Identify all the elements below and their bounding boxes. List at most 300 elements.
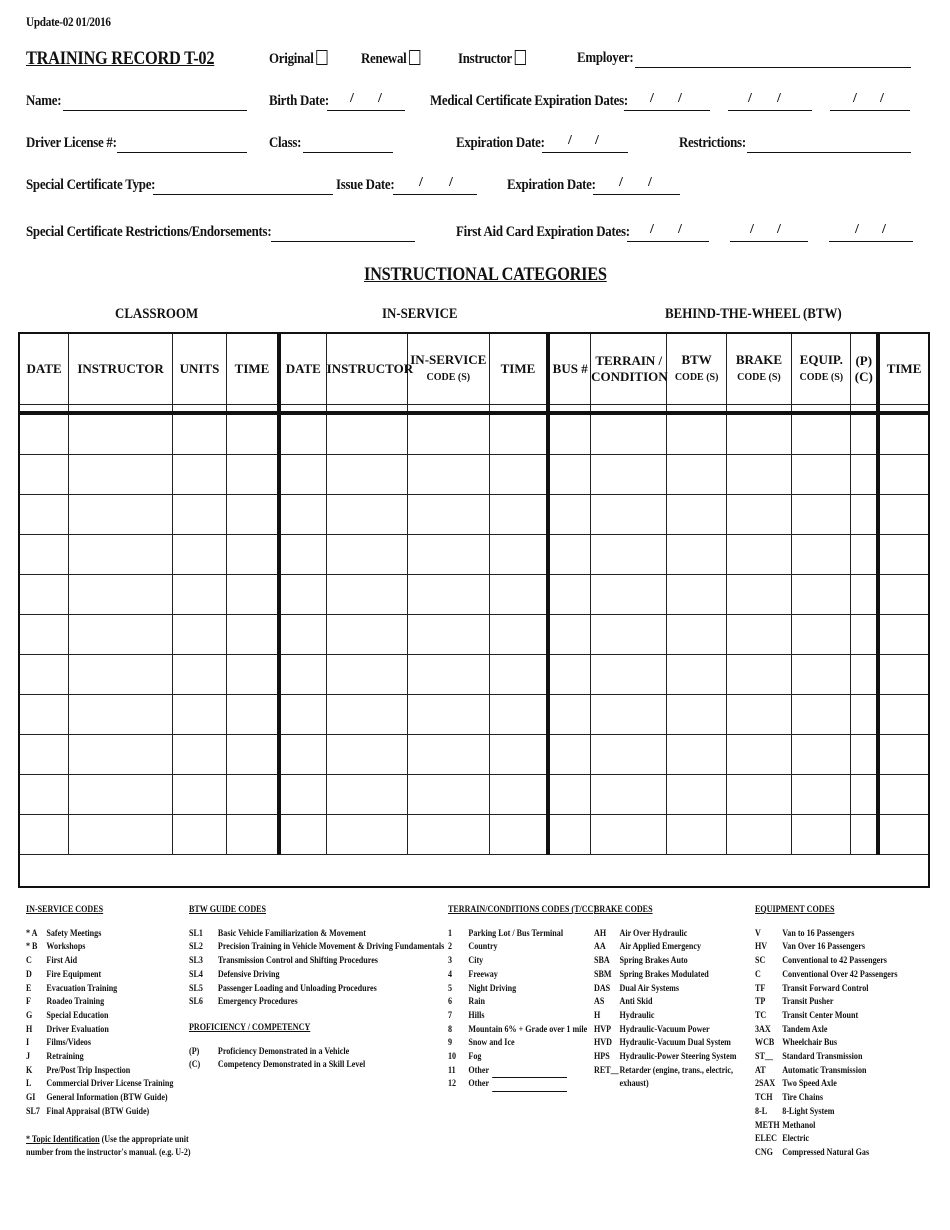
separator-cell xyxy=(591,405,667,414)
table-cell[interactable] xyxy=(172,495,226,535)
col-inservice-code xyxy=(408,334,489,405)
table-cell[interactable] xyxy=(851,495,878,535)
table-cell[interactable] xyxy=(326,495,407,535)
table-row xyxy=(20,413,929,455)
table-cell[interactable] xyxy=(172,535,226,575)
table-cell[interactable] xyxy=(326,655,407,695)
table-cell[interactable] xyxy=(69,615,173,655)
table-cell[interactable] xyxy=(878,655,928,695)
original-checkbox[interactable] xyxy=(316,50,327,65)
table-cell[interactable] xyxy=(792,413,851,455)
table-cell[interactable] xyxy=(172,455,226,495)
code-description: Defensive Driving xyxy=(217,969,280,980)
table-cell[interactable] xyxy=(20,775,69,815)
table-cell[interactable] xyxy=(20,655,69,695)
btw-codes-heading: BTW GUIDE CODES xyxy=(189,905,267,915)
table-cell[interactable] xyxy=(172,655,226,695)
slash: / xyxy=(595,133,599,148)
table-cell[interactable] xyxy=(851,655,878,695)
code-description: Spring Brakes Modulated xyxy=(619,969,709,980)
separator-cell xyxy=(489,405,548,414)
table-cell[interactable] xyxy=(172,815,226,855)
code-description: Safety Meetings xyxy=(46,928,102,939)
separator-cell xyxy=(69,405,173,414)
col-date-inservice: DATE xyxy=(279,334,326,405)
code-key: AA xyxy=(594,942,606,953)
training-record-table xyxy=(19,333,929,855)
code-description: Standard Transmission xyxy=(782,1052,863,1063)
table-cell[interactable] xyxy=(408,815,489,855)
slash: / xyxy=(750,222,754,237)
first-aid-date-3[interactable] xyxy=(829,241,913,242)
code-description: Wheelchair Bus xyxy=(782,1038,838,1049)
table-cell[interactable] xyxy=(279,775,326,815)
pc-line1: (P) xyxy=(855,353,873,368)
table-cell[interactable] xyxy=(726,455,791,495)
table-cell[interactable] xyxy=(172,575,226,615)
table-cell[interactable] xyxy=(667,815,726,855)
table-cell[interactable] xyxy=(667,455,726,495)
code-description: Films/Videos xyxy=(46,1038,91,1049)
table-cell[interactable] xyxy=(726,815,791,855)
table-cell[interactable] xyxy=(726,695,791,735)
table-cell[interactable] xyxy=(548,615,590,655)
table-cell[interactable] xyxy=(792,455,851,495)
table-cell[interactable] xyxy=(20,615,69,655)
code-entry xyxy=(448,941,596,955)
table-cell[interactable] xyxy=(408,775,489,815)
table-cell[interactable] xyxy=(726,615,791,655)
table-cell[interactable] xyxy=(591,815,667,855)
code-key: SL1 xyxy=(189,928,203,939)
other-blank-field[interactable] xyxy=(492,1091,567,1092)
table-cell[interactable] xyxy=(851,575,878,615)
code-entry xyxy=(26,1037,191,1051)
code-description: City xyxy=(468,956,484,967)
table-cell[interactable] xyxy=(489,775,548,815)
table-cell[interactable] xyxy=(408,575,489,615)
slash: / xyxy=(650,222,654,237)
table-cell[interactable] xyxy=(489,655,548,695)
table-cell[interactable] xyxy=(20,735,69,775)
expiration2-label: Expiration Date: xyxy=(507,177,596,193)
expiration-field[interactable] xyxy=(542,152,628,153)
table-cell[interactable] xyxy=(851,615,878,655)
table-cell[interactable] xyxy=(279,575,326,615)
code-key: SC xyxy=(755,956,766,967)
table-cell[interactable] xyxy=(20,535,69,575)
table-cell[interactable] xyxy=(792,615,851,655)
code-description: Other xyxy=(468,1079,490,1090)
code-entry xyxy=(594,1010,736,1024)
table-cell[interactable] xyxy=(489,575,548,615)
table-cell[interactable] xyxy=(667,495,726,535)
table-cell[interactable] xyxy=(69,815,173,855)
table-cell[interactable] xyxy=(591,735,667,775)
code-description: Spring Brakes Auto xyxy=(619,956,688,967)
table-cell[interactable] xyxy=(69,495,173,535)
code-description: Tire Chains xyxy=(782,1093,823,1104)
code-key: H xyxy=(594,1010,601,1021)
table-cell[interactable] xyxy=(408,655,489,695)
code-description: Hydraulic xyxy=(619,1010,655,1021)
table-cell[interactable] xyxy=(227,815,279,855)
birth-date-field[interactable] xyxy=(327,110,405,111)
code-key: SBM xyxy=(594,969,612,980)
table-cell[interactable] xyxy=(792,575,851,615)
table-cell[interactable] xyxy=(667,615,726,655)
code-description: Roadeo Training xyxy=(46,997,105,1008)
medical-date-2[interactable] xyxy=(728,110,812,111)
terrain-line2: CONDITION xyxy=(591,369,668,384)
table-cell[interactable] xyxy=(279,695,326,735)
table-cell[interactable] xyxy=(408,695,489,735)
table-cell[interactable] xyxy=(726,535,791,575)
equipment-codes-heading: EQUIPMENT CODES xyxy=(755,905,835,915)
table-cell[interactable] xyxy=(326,695,407,735)
code-key: AS xyxy=(594,997,605,1008)
table-cell[interactable] xyxy=(227,413,279,455)
code-entry xyxy=(594,941,736,955)
table-cell[interactable] xyxy=(408,615,489,655)
table-cell[interactable] xyxy=(548,413,590,455)
special-restrictions-field[interactable] xyxy=(271,241,415,242)
table-cell[interactable] xyxy=(69,695,173,735)
instructor-checkbox[interactable] xyxy=(515,50,526,65)
code-key: C xyxy=(26,956,32,967)
table-cell[interactable] xyxy=(792,815,851,855)
code-key: 2 xyxy=(448,942,453,953)
table-cell[interactable] xyxy=(279,615,326,655)
table-cell[interactable] xyxy=(851,535,878,575)
table-cell[interactable] xyxy=(69,775,173,815)
table-cell[interactable] xyxy=(851,735,878,775)
code-key: TF xyxy=(755,983,766,994)
code-entry xyxy=(594,1078,736,1092)
proficiency-heading: PROFICIENCY / COMPETENCY xyxy=(189,1022,311,1033)
btw-guide-codes-legend xyxy=(189,904,489,1073)
table-cell[interactable] xyxy=(726,413,791,455)
code-description: Mountain 6% + Grade over 1 mile xyxy=(468,1024,588,1035)
table-cell[interactable] xyxy=(69,735,173,775)
table-cell[interactable] xyxy=(591,413,667,455)
code-description: exhaust) xyxy=(619,1079,649,1090)
table-row xyxy=(20,695,929,735)
driver-license-label: Driver License #: xyxy=(26,135,117,151)
first-aid-date-1[interactable] xyxy=(627,241,709,242)
table-cell[interactable] xyxy=(667,413,726,455)
table-cell[interactable] xyxy=(548,775,590,815)
table-cell[interactable] xyxy=(227,575,279,615)
equip-code-line2: CODE (S) xyxy=(799,372,844,383)
table-cell[interactable] xyxy=(878,413,928,455)
btw-section-label: BEHIND-THE-WHEEL (BTW) xyxy=(665,306,842,322)
table-cell[interactable] xyxy=(279,735,326,775)
restrictions-field[interactable] xyxy=(747,152,911,153)
table-cell[interactable] xyxy=(20,495,69,535)
table-cell[interactable] xyxy=(20,695,69,735)
code-entry xyxy=(189,996,444,1010)
table-cell[interactable] xyxy=(20,413,69,455)
table-cell[interactable] xyxy=(489,735,548,775)
table-cell[interactable] xyxy=(279,815,326,855)
code-description: Transit Forward Control xyxy=(782,983,869,994)
code-description: Fog xyxy=(468,1052,482,1063)
slash: / xyxy=(777,91,781,106)
table-cell[interactable] xyxy=(726,655,791,695)
table-cell[interactable] xyxy=(489,455,548,495)
table-cell[interactable] xyxy=(726,575,791,615)
employer-field[interactable] xyxy=(635,67,911,68)
slash: / xyxy=(853,91,857,106)
col-time-classroom: TIME xyxy=(227,334,279,405)
table-cell[interactable] xyxy=(591,615,667,655)
table-cell[interactable] xyxy=(489,413,548,455)
table-cell[interactable] xyxy=(667,655,726,695)
table-cell[interactable] xyxy=(279,413,326,455)
table-cell[interactable] xyxy=(591,655,667,695)
code-entry xyxy=(448,1010,596,1024)
table-cell[interactable] xyxy=(548,575,590,615)
code-key: METH xyxy=(755,1120,780,1131)
table-cell[interactable] xyxy=(279,495,326,535)
medical-date-3[interactable] xyxy=(830,110,910,111)
table-cell[interactable] xyxy=(69,413,173,455)
code-entry xyxy=(594,1037,736,1051)
table-cell[interactable] xyxy=(667,535,726,575)
table-cell[interactable] xyxy=(878,695,928,735)
code-entry xyxy=(448,1051,596,1065)
col-bus: BUS # xyxy=(548,334,590,405)
table-cell[interactable] xyxy=(172,695,226,735)
table-cell[interactable] xyxy=(172,735,226,775)
col-equip-code xyxy=(792,334,851,405)
code-entry xyxy=(755,996,898,1010)
separator-cell xyxy=(726,405,791,414)
issue-date-field[interactable] xyxy=(393,194,477,195)
table-cell[interactable] xyxy=(591,535,667,575)
btw-code-line2: CODE (S) xyxy=(674,372,719,383)
slash: / xyxy=(378,91,382,106)
table-cell[interactable] xyxy=(591,575,667,615)
table-cell[interactable] xyxy=(20,455,69,495)
code-entry xyxy=(755,1106,898,1120)
renewal-checkbox[interactable] xyxy=(409,50,420,65)
update-label: Update-02 01/2016 xyxy=(26,14,111,29)
code-key: I xyxy=(26,1038,30,1049)
medical-date-1[interactable] xyxy=(624,110,710,111)
code-key: L xyxy=(26,1079,32,1090)
table-cell[interactable] xyxy=(489,615,548,655)
table-cell[interactable] xyxy=(326,413,407,455)
code-key: WCB xyxy=(755,1038,775,1049)
table-cell[interactable] xyxy=(878,615,928,655)
table-cell[interactable] xyxy=(69,575,173,615)
original-option[interactable] xyxy=(269,50,327,68)
table-cell[interactable] xyxy=(227,615,279,655)
table-cell[interactable] xyxy=(69,655,173,695)
table-cell[interactable] xyxy=(408,735,489,775)
table-cell[interactable] xyxy=(20,815,69,855)
table-cell[interactable] xyxy=(548,815,590,855)
table-cell[interactable] xyxy=(792,535,851,575)
table-cell[interactable] xyxy=(792,495,851,535)
instructor-option[interactable] xyxy=(458,50,526,68)
code-description: Dual Air Systems xyxy=(619,983,680,994)
driver-license-field[interactable] xyxy=(117,152,247,153)
code-key: ST__ xyxy=(755,1052,773,1063)
code-key: 10 xyxy=(448,1052,457,1063)
code-description: Methanol xyxy=(782,1120,816,1131)
table-cell[interactable] xyxy=(326,535,407,575)
class-label: Class: xyxy=(269,135,302,151)
table-cell[interactable] xyxy=(408,455,489,495)
code-description: Transit Center Mount xyxy=(782,1010,859,1021)
table-cell[interactable] xyxy=(69,455,173,495)
table-cell[interactable] xyxy=(227,455,279,495)
code-entry xyxy=(448,928,596,942)
table-cell[interactable] xyxy=(489,495,548,535)
table-cell[interactable] xyxy=(851,455,878,495)
code-key: SL2 xyxy=(189,942,203,953)
code-description: Passenger Loading and Unloading Procedures xyxy=(217,983,377,994)
special-cert-type-field[interactable] xyxy=(153,194,333,195)
table-cell[interactable] xyxy=(227,655,279,695)
renewal-option[interactable] xyxy=(361,50,420,68)
table-cell[interactable] xyxy=(878,535,928,575)
table-cell[interactable] xyxy=(548,655,590,695)
table-cell[interactable] xyxy=(878,775,928,815)
separator-cell xyxy=(878,405,928,414)
separator-cell xyxy=(279,405,326,414)
code-description: Night Driving xyxy=(468,983,517,994)
slash: / xyxy=(678,91,682,106)
col-brake-code xyxy=(726,334,791,405)
code-description: Compressed Natural Gas xyxy=(782,1147,870,1158)
table-cell[interactable] xyxy=(667,575,726,615)
table-cell[interactable] xyxy=(548,735,590,775)
code-description: Proficiency Demonstrated in a Vehicle xyxy=(217,1046,350,1057)
code-description: Electric xyxy=(782,1134,810,1145)
table-cell[interactable] xyxy=(851,695,878,735)
code-key: SL3 xyxy=(189,956,203,967)
table-cell[interactable] xyxy=(851,815,878,855)
table-cell[interactable] xyxy=(408,535,489,575)
table-cell[interactable] xyxy=(548,495,590,535)
code-entry xyxy=(448,996,596,1010)
table-cell[interactable] xyxy=(489,535,548,575)
table-cell[interactable] xyxy=(591,775,667,815)
table-cell[interactable] xyxy=(851,775,878,815)
code-description: Air Applied Emergency xyxy=(619,942,702,953)
separator-cell xyxy=(667,405,726,414)
inservice-code-line2: CODE (S) xyxy=(426,372,471,383)
terrain-line1: TERRAIN / xyxy=(595,353,663,368)
table-cell[interactable] xyxy=(726,775,791,815)
table-cell[interactable] xyxy=(878,455,928,495)
separator-cell xyxy=(792,405,851,414)
table-cell[interactable] xyxy=(408,413,489,455)
table-cell[interactable] xyxy=(172,775,226,815)
table-cell[interactable] xyxy=(667,695,726,735)
table-cell[interactable] xyxy=(726,735,791,775)
table-cell[interactable] xyxy=(326,575,407,615)
table-cell[interactable] xyxy=(548,535,590,575)
table-cell[interactable] xyxy=(279,535,326,575)
slash: / xyxy=(619,175,623,190)
table-cell[interactable] xyxy=(227,695,279,735)
table-cell[interactable] xyxy=(326,735,407,775)
table-cell[interactable] xyxy=(326,775,407,815)
table-cell[interactable] xyxy=(792,695,851,735)
code-key: 8 xyxy=(448,1024,453,1035)
class-field[interactable] xyxy=(303,152,393,153)
table-cell[interactable] xyxy=(878,575,928,615)
table-cell[interactable] xyxy=(489,815,548,855)
table-cell[interactable] xyxy=(172,615,226,655)
code-key: K xyxy=(26,1065,33,1076)
first-aid-date-2[interactable] xyxy=(730,241,808,242)
slash: / xyxy=(449,175,453,190)
code-entry xyxy=(594,1065,736,1079)
table-cell[interactable] xyxy=(279,655,326,695)
code-key: H xyxy=(26,1024,33,1035)
table-cell[interactable] xyxy=(69,535,173,575)
table-cell[interactable] xyxy=(878,735,928,775)
name-field[interactable] xyxy=(63,110,247,111)
table-cell[interactable] xyxy=(326,455,407,495)
table-cell[interactable] xyxy=(667,775,726,815)
table-cell[interactable] xyxy=(489,695,548,735)
code-key: AT xyxy=(755,1065,766,1076)
code-key: 9 xyxy=(448,1038,453,1049)
table-cell[interactable] xyxy=(227,735,279,775)
table-cell[interactable] xyxy=(591,695,667,735)
code-entry xyxy=(448,1024,596,1038)
table-cell[interactable] xyxy=(548,695,590,735)
table-cell[interactable] xyxy=(792,775,851,815)
table-cell[interactable] xyxy=(227,535,279,575)
table-cell[interactable] xyxy=(591,495,667,535)
birth-date-label: Birth Date: xyxy=(269,93,329,109)
table-cell[interactable] xyxy=(20,575,69,615)
table-cell[interactable] xyxy=(792,735,851,775)
table-cell[interactable] xyxy=(591,455,667,495)
code-entry xyxy=(594,969,736,983)
table-cell[interactable] xyxy=(408,495,489,535)
table-cell[interactable] xyxy=(726,495,791,535)
table-cell[interactable] xyxy=(667,735,726,775)
table-cell[interactable] xyxy=(878,495,928,535)
table-cell[interactable] xyxy=(326,615,407,655)
table-row xyxy=(20,575,929,615)
table-cell[interactable] xyxy=(279,455,326,495)
table-cell[interactable] xyxy=(548,455,590,495)
slash: / xyxy=(855,222,859,237)
table-cell[interactable] xyxy=(227,495,279,535)
table-cell[interactable] xyxy=(326,815,407,855)
table-cell[interactable] xyxy=(878,815,928,855)
table-cell[interactable] xyxy=(792,655,851,695)
separator-cell xyxy=(172,405,226,414)
col-time-inservice: TIME xyxy=(489,334,548,405)
expiration2-field[interactable] xyxy=(593,194,680,195)
table-cell[interactable] xyxy=(851,413,878,455)
code-key: SL5 xyxy=(189,983,203,994)
table-cell[interactable] xyxy=(172,413,226,455)
code-description: Commercial Driver License Training xyxy=(46,1079,174,1090)
table-cell[interactable] xyxy=(227,775,279,815)
